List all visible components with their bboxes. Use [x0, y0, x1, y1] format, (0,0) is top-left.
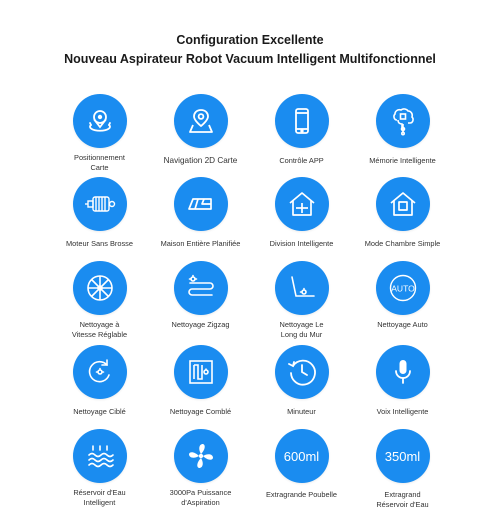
- feature-dustbin: [251, 422, 352, 506]
- feature-whole-house: [150, 170, 251, 254]
- spot-clean-icon: [73, 345, 127, 399]
- brain-chip-icon: [376, 94, 430, 148]
- feature-voice: [352, 338, 453, 422]
- feature-adjustable-speed: [49, 254, 150, 338]
- page-subtitle: Nouveau Aspirateur Robot Vacuum Intelligent Multifonctionnel: [64, 52, 436, 66]
- feature-smart-division: [251, 170, 352, 254]
- water-tank-icon: [73, 429, 127, 483]
- zigzag-icon: [174, 261, 228, 315]
- feature-zigzag: [150, 254, 251, 338]
- feature-label: Contrôle APP: [279, 156, 324, 165]
- feature-spot-clean: [49, 338, 150, 422]
- feature-label: Voix Intelligente: [376, 407, 429, 416]
- auto-badge-icon: [376, 261, 430, 315]
- house-room-icon: [376, 177, 430, 231]
- feature-fill-clean: [150, 338, 251, 422]
- tank-capacity-icon: [376, 429, 430, 483]
- feature-app-control: [251, 87, 352, 170]
- feature-label: Réservoir d'Eau Intelligent: [73, 488, 126, 507]
- tank-capacity-value: 350ml: [384, 448, 421, 464]
- dustbin-capacity-icon: [275, 429, 329, 483]
- feature-label: Navigation 2D Carte: [163, 156, 238, 165]
- feature-grid: [49, 87, 453, 509]
- feature-brushless-motor: [49, 170, 150, 254]
- feature-label: Mémorie Intelligente: [369, 156, 436, 165]
- feature-label: 3000Pa Puissance d'Aspiration: [169, 488, 232, 507]
- feature-tank-capacity: [352, 422, 453, 509]
- clock-icon: [275, 345, 329, 399]
- page-title: Configuration Excellente: [176, 33, 324, 47]
- dustbin-capacity-value: 600ml: [283, 448, 320, 464]
- house-zones-icon: [275, 177, 329, 231]
- feature-single-room: [352, 170, 453, 254]
- feature-suction-power: [150, 422, 251, 506]
- svg-text:AUTO: AUTO: [390, 283, 415, 294]
- feature-label: Nettoyage Le Long du Mur: [279, 320, 324, 339]
- wall-corner-icon: [275, 261, 329, 315]
- microphone-icon: [376, 345, 430, 399]
- floor-plan-icon: [174, 177, 228, 231]
- speed-wheel-icon: [73, 261, 127, 315]
- motor-icon: [73, 177, 127, 231]
- feature-positioning: [49, 87, 150, 170]
- feature-label: Maison Entière Planifiée: [160, 239, 241, 248]
- smartphone-icon: [275, 94, 329, 148]
- feature-label: Extragrande Poubelle: [265, 490, 338, 499]
- fan-icon: [174, 429, 228, 483]
- feature-label: Positionnement Carte: [74, 153, 125, 172]
- feature-label: Minuteur: [287, 407, 316, 416]
- feature-auto-clean: [352, 254, 453, 338]
- feature-timer: [251, 338, 352, 422]
- feature-label: Nettoyage Comblé: [169, 407, 232, 416]
- feature-label: Division Intelligente: [269, 239, 334, 248]
- location-pin-icon: [73, 94, 127, 148]
- feature-along-wall: [251, 254, 352, 338]
- feature-label: Nettoyage à Vitesse Réglable: [71, 320, 128, 339]
- room-fill-icon: [174, 345, 228, 399]
- feature-label: Nettoyage Auto: [377, 320, 428, 329]
- feature-label: Moteur Sans Brosse: [66, 239, 133, 248]
- feature-navigation: [150, 87, 251, 170]
- feature-water-tank: [49, 422, 150, 506]
- feature-label: Nettoyage Ciblé: [73, 407, 126, 416]
- feature-label: Extragrand Réservoir d'Eau: [376, 490, 429, 509]
- feature-label: Nettoyage Zigzag: [171, 320, 230, 329]
- feature-memory: [352, 87, 453, 170]
- map-pin-icon: [174, 94, 228, 148]
- feature-label: Mode Chambre Simple: [364, 239, 441, 248]
